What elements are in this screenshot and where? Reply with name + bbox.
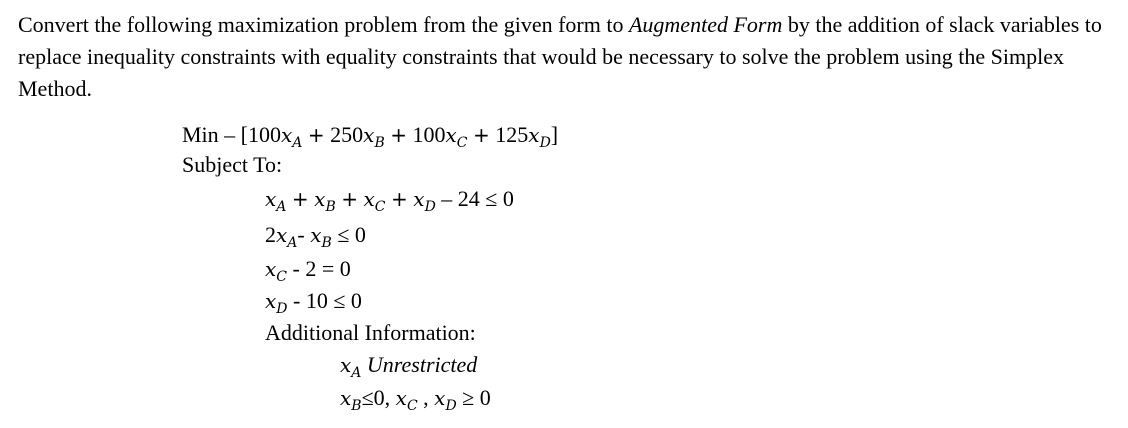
var-x: x (281, 123, 293, 147)
plus-op: + (341, 187, 359, 211)
var-x: x (265, 289, 277, 313)
unrestricted-text: Unrestricted (366, 352, 478, 377)
sub-d: D (445, 398, 457, 414)
sub-d: D (539, 135, 551, 151)
var-x: x (265, 187, 277, 211)
plus-op: + (390, 123, 408, 147)
constraint-2-tail: ≤ 0 (337, 222, 366, 247)
var-x: x (445, 123, 457, 147)
var-x: x (434, 386, 446, 410)
subject-to-label: Subject To: (182, 152, 283, 177)
sub-b: B (325, 199, 336, 215)
plus-op: + (307, 123, 325, 147)
coef-1: 100 (248, 122, 281, 147)
var-x: x (310, 223, 322, 247)
intro-emphasis: Augmented Form (628, 12, 783, 37)
sub-a: A (287, 235, 298, 251)
constraint-4-tail: - 10 ≤ 0 (293, 288, 362, 313)
constraint-2-coef: 2 (265, 222, 276, 247)
minus-op: - (297, 222, 311, 247)
plus-op: + (291, 187, 309, 211)
sub-b: B (374, 135, 385, 151)
sub-c: C (374, 199, 386, 215)
var-x: x (363, 123, 375, 147)
coef-2: 250 (330, 122, 364, 147)
var-x: x (265, 257, 277, 281)
problem-statement (18, 9, 1118, 105)
sub-c: C (276, 269, 287, 285)
var-x: x (395, 386, 407, 410)
objective-prefix: Min – [ (182, 122, 248, 147)
sub-c: C (406, 398, 418, 414)
var-x: x (363, 187, 375, 211)
coef-4: 125 (495, 122, 529, 147)
sub-d: D (424, 199, 436, 215)
plus-op: + (391, 187, 408, 211)
sub-a: A (351, 365, 362, 381)
constraint-2 (265, 220, 366, 258)
sub-b: B (351, 398, 362, 414)
var-x: x (276, 223, 288, 247)
intro-paragraph (18, 9, 1118, 105)
constraint-1-tail: – 24 ≤ 0 (441, 186, 514, 211)
sub-d: D (276, 301, 288, 317)
additional-line-2 (340, 383, 491, 421)
constraint-3-tail: - 2 = 0 (292, 256, 351, 281)
objective-suffix: ] (550, 122, 559, 147)
additional-mid: ≤0, (361, 385, 396, 410)
intro-text-2: by the addition of slack variables to replace inequality constraints with equality constraints that would be necessary to solve the problem using the Simplex Method. (18, 12, 1102, 101)
sub-a: A (276, 199, 287, 215)
var-x: x (340, 353, 352, 377)
sub-b: B (321, 235, 332, 251)
constraint-1 (265, 184, 514, 222)
sub-a: A (292, 135, 303, 151)
sub-c: C (456, 135, 468, 151)
intro-text-1: Convert the following maximization problem from the given form to (18, 12, 629, 37)
additional-sep: , (417, 385, 435, 410)
additional-info-label: Additional Information: (265, 320, 476, 345)
var-x: x (413, 187, 425, 211)
var-x: x (340, 386, 352, 410)
var-x: x (314, 187, 326, 211)
coef-3: 100 (412, 122, 446, 147)
plus-op: + (473, 123, 490, 147)
var-x: x (528, 123, 540, 147)
additional-tail: ≥ 0 (456, 385, 491, 410)
